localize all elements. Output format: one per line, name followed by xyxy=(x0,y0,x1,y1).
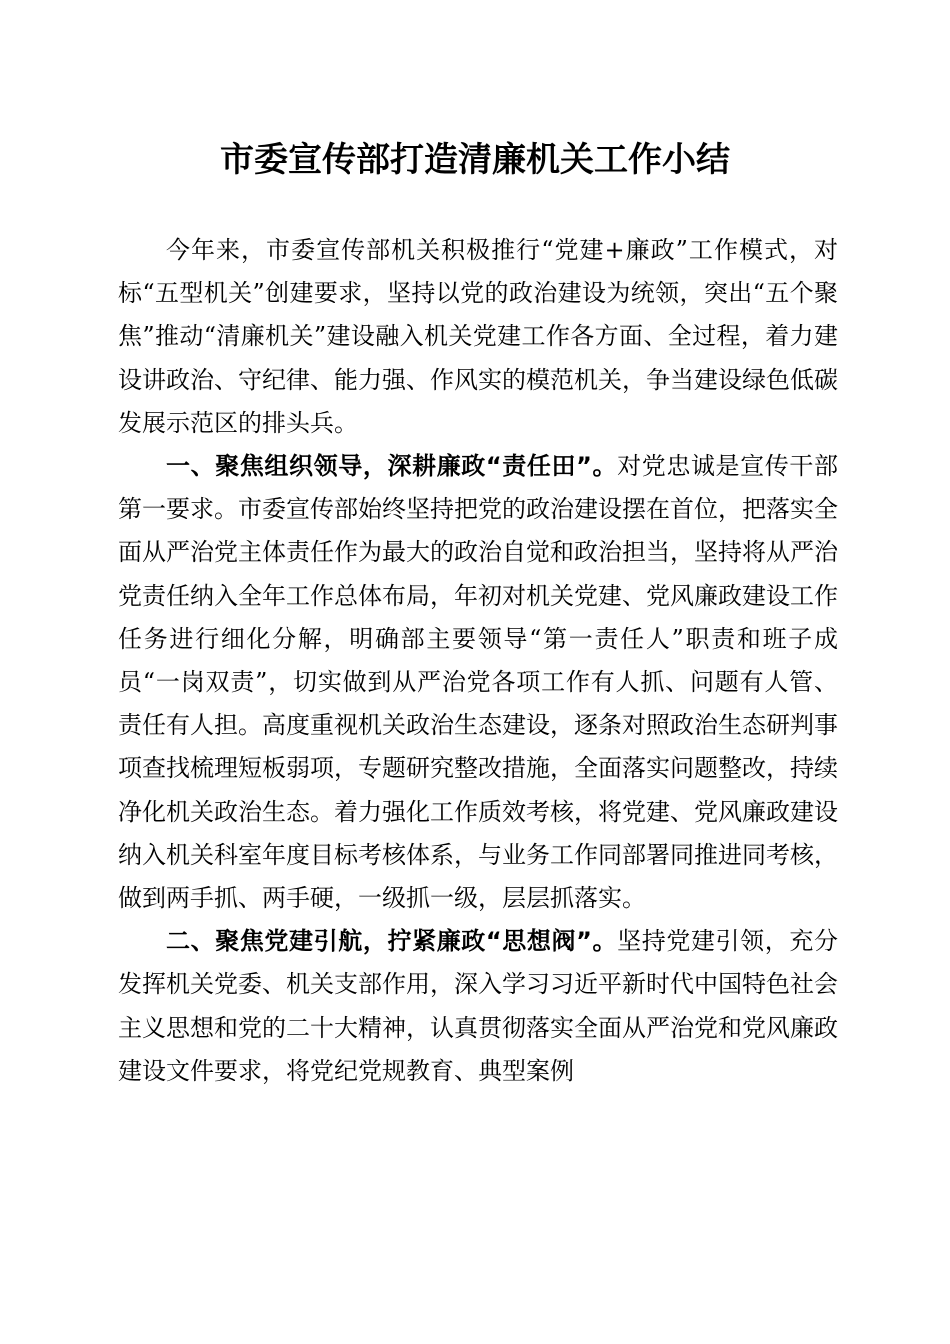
section-heading-2: 二、聚焦党建引航，拧紧廉政“思想阀”。 xyxy=(166,927,618,956)
paragraph-text: 今年来，市委宣传部机关积极推行“党建+廉政”工作模式，对标“五型机关”创建要求，坚持以党的政治建设为统领，突出“五个聚焦”推动“清廉机关”建设融入机关党建工作各方面、全过程，着力建设讲政治、守纪律、能力强、作风实的模范机关，争当建设绿色低碳发展示范区的排头兵。 xyxy=(118,236,838,437)
document-title: 市委宣传部打造清廉机关工作小结 xyxy=(220,140,730,180)
paragraph-text: 坚持党建引领，充分发挥机关党委、机关支部作用，深入学习习近平新时代中国特色社会主义思想和党的二十大精神，认真贯彻落实全面从严治党和党风廉政建设文件要求，将党纪党规教育、典型案例 xyxy=(118,927,838,1085)
paragraph-text: 对党忠诚是宣传干部第一要求。市委宣传部始终坚持把党的政治建设摆在首位，把落实全面从严治党主体责任作为最大的政治自觉和政治担当，坚持将从严治党责任纳入全年工作总体布局，年初对机关党建、党风廉政建设工作任务进行细化分解，明确部主要领导“第一责任人”职责和班子成员“一岗双责”，切实做到从严治党各项工作有人抓、问题有人管、责任有人担。高度重视机关政治生态建设，逐条对照政治生态研判事项查找梳理短板弱项，专题研究整改措施，全面落实问题整改，持续净化机关政治生态。着力强化工作质效考核，将党建、党风廉政建设纳入机关科室年度目标考核体系，与业务工作同部署同推进同考核，做到两手抓、两手硬，一级抓一级，层层抓落实。 xyxy=(118,452,838,913)
paragraph-intro xyxy=(118,229,838,445)
document-body xyxy=(118,229,838,1093)
section-heading-1: 一、聚焦组织领导，深耕廉政“责任田”。 xyxy=(166,452,618,481)
paragraph-section-1 xyxy=(118,445,838,920)
paragraph-section-2 xyxy=(118,920,838,1093)
